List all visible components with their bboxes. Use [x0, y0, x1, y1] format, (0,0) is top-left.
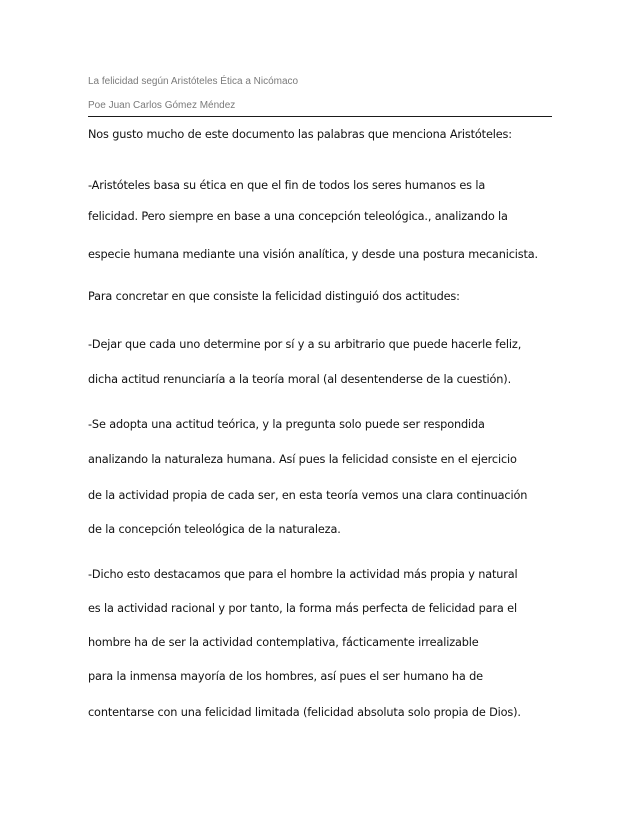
- body-line: hombre ha de ser la actividad contemplativa, fácticamente irrealizable: [88, 635, 479, 649]
- body-line: para la inmensa mayoría de los hombres, así pues el ser humano ha de: [88, 669, 483, 683]
- body-line: dicha actitud renunciaría a la teoría moral (al desentenderse de la cuestión).: [88, 372, 512, 386]
- header-divider: [88, 116, 552, 117]
- body-line: felicidad. Pero siempre en base a una concepción teleológica., analizando la: [88, 209, 508, 223]
- body-line-intro: Nos gusto mucho de este documento las palabras que menciona Aristóteles:: [88, 127, 512, 141]
- body-line: Para concretar en que consiste la felicidad distinguió dos actitudes:: [88, 289, 460, 303]
- body-line: es la actividad racional y por tanto, la forma más perfecta de felicidad para el: [88, 601, 517, 615]
- body-line: -Dejar que cada uno determine por sí y a su arbitrario que puede hacerle feliz,: [88, 337, 522, 351]
- body-line: contentarse con una felicidad limitada (felicidad absoluta solo propia de Dios).: [88, 705, 521, 719]
- header-title: La felicidad según Aristóteles Ética a Nicómaco: [88, 76, 299, 87]
- body-line: analizando la naturaleza humana. Así pues la felicidad consiste en el ejercicio: [88, 452, 517, 466]
- body-line: de la actividad propia de cada ser, en esta teoría vemos una clara continuación: [88, 488, 528, 502]
- body-line: -Dicho esto destacamos que para el hombre la actividad más propia y natural: [88, 567, 518, 581]
- header-author: Poe Juan Carlos Gómez Méndez: [88, 100, 236, 111]
- body-line: especie humana mediante una visión analítica, y desde una postura mecanicista.: [88, 247, 538, 261]
- body-line: -Se adopta una actitud teórica, y la pregunta solo puede ser respondida: [88, 417, 485, 431]
- body-line: de la concepción teleológica de la naturaleza.: [88, 522, 341, 536]
- body-line: -Aristóteles basa su ética en que el fin de todos los seres humanos es la: [88, 178, 486, 192]
